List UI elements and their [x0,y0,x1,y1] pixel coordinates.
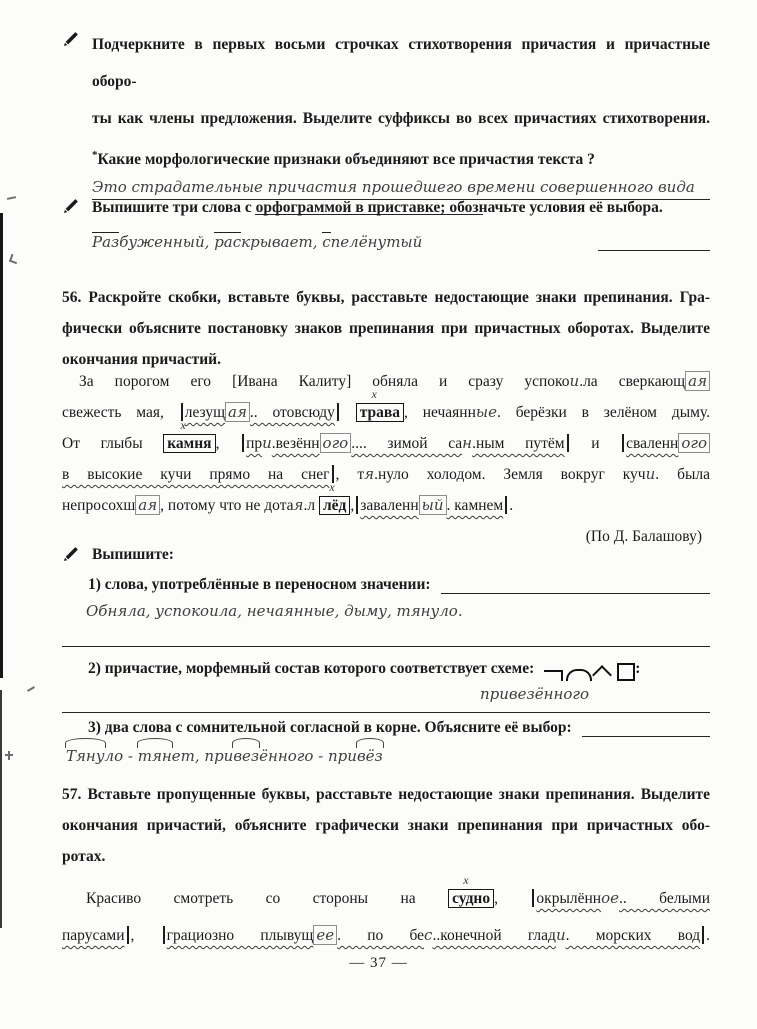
handwritten-ending: ого [678,433,710,453]
word-segment: ённого - при [259,747,357,765]
ex56-text-line4 [62,459,710,490]
task-prefix-spelling [62,193,710,251]
inserted-letter: и [555,926,566,944]
inserted-letter: и [262,434,272,452]
vypishite-item1-answer [62,598,710,625]
page-number: — 37 — [349,955,408,971]
scan-artifact-mark [9,254,19,264]
inserted-letter: ые [475,403,497,421]
scan-artifact-edge-line [0,213,3,678]
morpheme-scheme [544,663,635,681]
print-segment: окрылённ [536,890,602,907]
vypishite-title: Выпишите: [92,546,174,563]
print-segment: лезущ [184,404,226,421]
word-segment: пелёнутый [330,233,423,251]
pencil-icon [62,193,92,215]
answer-line [441,593,710,594]
handwritten-ending: ая [135,495,160,515]
scan-artifact-mark [7,196,16,200]
empty-answer-line [598,248,710,251]
print-segment: . морских вод [565,927,701,944]
task1-question-line [92,137,710,178]
text-attribution: (По Д. Балашову) [585,528,702,545]
defined-word: камня [167,435,212,452]
print-segment: . берёзки в зелёном дыму. [497,404,710,421]
print-segment: в высокие кучи прямо на снег [62,466,330,483]
word-segment: буженный, [119,233,215,251]
print-segment: От глыбы [62,435,164,452]
pencil-icon [62,541,92,563]
task1-question: Какие морфологические признаки объединяют все причастия текста ? [97,151,595,169]
ex56-text-line2 [62,387,710,428]
root-symbol [566,669,592,681]
ex56-title-line3: окончания причастий. [62,351,221,368]
phrase-boundary-bar [532,889,534,907]
handwritten-ending: ая [685,371,710,391]
inserted-letter: я [293,496,304,514]
print-segment: .ла сверкающ [579,373,686,390]
prefix-marked: рас [214,233,242,251]
ex56-text-line5 [62,480,710,521]
print-segment: , [350,497,355,514]
print-segment: .л [303,497,319,514]
print-segment: . [509,497,514,514]
answer-line [582,736,710,737]
print-segment: .ным путём [472,435,565,452]
task1-text-line2: ты как члены предложения. Выделите суффиксы во всех причастиях стихотворения. [92,110,710,127]
ex56-text-line3 [62,418,710,459]
print-segment: .... зимой са [351,435,463,452]
inserted-letter: и [569,372,580,390]
handwritten-ending: ая [225,402,250,422]
footnote-star: * [92,149,98,161]
print-segment: , [494,890,531,907]
print-segment: , потому что не дота [160,497,294,514]
empty-answer-line [62,646,710,647]
inserted-letter: с [424,926,433,944]
root-marked-segment: тян [138,743,172,770]
boxed-word [356,387,404,422]
handwritten-ending: ого [320,433,352,453]
pencil-icon [62,26,92,48]
task1-text-line1: Подчеркните в первых восьми строчках стихотворения причастия и причастные оборо- [92,36,710,90]
phrase-boundary-bar [622,434,624,452]
phrase-boundary-bar [337,403,339,421]
vypishite-item2 [62,655,710,682]
print-segment: парусами [62,927,125,944]
inserted-letter: н [462,434,473,452]
ex57-title-line1: 57. Вставьте пропущенные буквы, расставьте недостающие знаки препинания. Выделите [62,786,710,803]
exercise-57-text [62,873,711,954]
print-segment: , т [335,466,365,483]
print-segment: . была [655,466,711,483]
x-mark: х [371,387,377,401]
boxed-word [319,480,350,515]
handwritten-ending: ее [313,925,337,945]
item1-label: 1) слова, употреблённые в переносном значении: [88,576,431,593]
defined-word: трава [359,404,401,421]
prefix-marked: Раз [92,233,120,251]
x-mark: х [180,418,186,432]
print-segment: . [706,927,711,944]
task-underline-participles [62,26,710,215]
print-segment: непросохш [62,497,136,514]
vypishite-item3 [62,714,710,741]
phrase-boundary-bar [356,496,358,514]
prefix-marked: с [322,233,331,251]
phrase-boundary-bar [242,434,244,452]
print-segment: Красиво смотреть со стороны на [86,890,449,907]
ex56-text-line1 [62,366,710,397]
print-segment: , [215,435,241,452]
task2-answer-row [92,233,710,251]
exercise-56-instructions [62,282,710,375]
scan-artifact-mark [27,686,35,692]
handwritten-ending: ый [419,495,447,515]
ex57-title-line3: ротах. [62,848,106,865]
task2-handwritten-answer [92,233,422,251]
word-segment: ло - [104,747,138,765]
inserted-letter: я [364,465,375,483]
inserted-letter: и [645,465,656,483]
root-marked-segment: Тяну [66,743,105,770]
word-segment: ет, при [171,747,234,765]
print-segment: .. отовсюду [249,404,335,421]
boxed-word [163,418,215,453]
root-marked-segment: вёз [357,743,383,770]
print-segment: заваленн [360,497,419,514]
print-segment: За порогом его [Ивана Калиту] обняла и сразу успоко [79,373,570,390]
vypishite-item2-answer [62,681,710,713]
print-segment: сваленн [626,435,679,452]
root-marked-segment: вез [233,743,259,770]
task1-handwritten-answer: Это страдательные причастия прошедшего времени совершенного вида [92,178,710,200]
print-segment: грациозно плывущ [166,927,314,944]
phrase-boundary-bar [127,926,129,944]
exercise-56-text [62,366,710,552]
ex57-text-line1 [62,873,710,917]
print-segment: .нуло холодом. Земля вокруг куч [374,466,646,483]
handwritten-answer: привезённого [480,685,589,703]
exercise-57-instructions [62,779,710,872]
print-segment: . камнем [446,497,504,514]
inserted-letter: ое [601,889,619,907]
vypishite-item1 [62,571,710,598]
print-segment: , [130,927,161,944]
prefix-symbol [544,670,563,681]
ex56-title-line2: фически объясните постановку знаков препинания при причастных оборотах. Выделите [62,320,710,337]
ex57-text-line2 [62,917,710,954]
print-segment: свежесть мая, [62,404,179,421]
defined-word: лёд [322,497,347,514]
vypishite-item3-answer [62,743,710,770]
task2-prompt: Выпишите три слова с орфограммой в приставке; обозначьте условия её выбора. [92,199,663,216]
scan-artifact-edge-line [0,690,2,928]
scan-artifact-mark [8,751,10,760]
phrase-boundary-bar [702,926,704,944]
print-segment: ..конечной глад [432,927,556,944]
print-segment: . по бе [337,927,425,944]
item2-label: 2) причастие, морфемный состав которого соответствует схеме: [88,660,535,677]
ex56-title-line1: 56. Раскройте скобки, вставьте буквы, расставьте недостающие знаки препинания. Гра- [62,289,710,306]
phrase-boundary-bar [505,496,507,514]
print-segment: , [404,404,423,421]
print-segment: .. белыми [619,890,710,907]
ending-symbol [617,663,635,681]
boxed-word [448,873,494,908]
print-segment: .везённ [271,435,320,452]
print-segment: пр [246,435,263,452]
defined-word: судно [452,890,491,907]
x-mark: х [463,873,469,887]
handwritten-answer: Обняла, успокоила, нечаянные, дыму, тянуло. [86,602,463,620]
print-segment: нечаянн [422,404,476,421]
item3-label: 3) два слова с сомнительной согласной в корне. Объясните её выбор: [88,719,572,736]
vypishite-header [62,541,710,568]
x-mark: х [329,480,335,494]
phrase-boundary-bar [567,434,569,452]
phrase-boundary-bar [163,926,165,944]
word-segment: крывает, [241,233,323,251]
print-segment: и [570,435,621,452]
ex57-title-line2: окончания причастий, объясните графически знаки препинания при причастных обо- [62,817,710,834]
scheme-colon: : [635,660,641,677]
